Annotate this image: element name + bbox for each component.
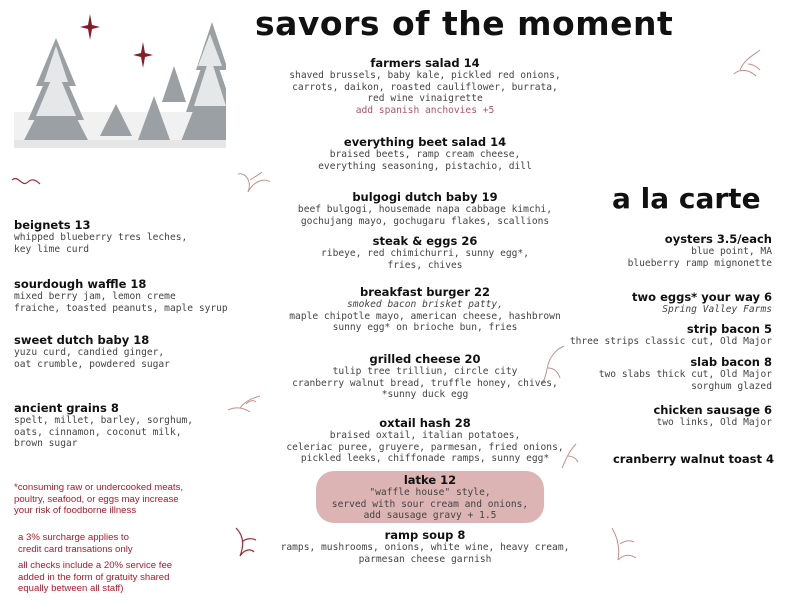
carte-item-chicken-sausage <box>653 403 772 429</box>
item-desc-line: red wine vinaigrette <box>367 93 483 105</box>
menu-item-grilled-cheese <box>265 352 585 401</box>
item-name: chicken sausage 6 <box>653 403 772 417</box>
menu-item-sweet-dutch-baby <box>14 333 170 370</box>
menu-item-latke <box>270 473 590 522</box>
item-name: latke 12 <box>403 473 457 487</box>
raw-food-warning <box>14 482 183 517</box>
item-desc-line: two links, Old Major <box>656 417 772 428</box>
item-name: sourdough waffle 18 <box>14 277 147 291</box>
item-name: bulgogi dutch baby 19 <box>352 190 498 204</box>
menu-item-beignets <box>14 218 187 255</box>
item-desc-line: smoked bacon brisket patty, <box>347 299 503 310</box>
item-name: strip bacon 5 <box>686 322 772 336</box>
note-line: *consuming raw or undercooked meats, <box>14 482 184 493</box>
squiggle-icon <box>10 174 42 190</box>
carte-item-two-eggs <box>632 290 772 316</box>
item-name: ramp soup 8 <box>384 528 466 542</box>
menu-item-bulgogi <box>265 190 585 227</box>
item-name: grilled cheese 20 <box>369 352 481 366</box>
item-desc-line: key lime curd <box>14 243 90 255</box>
leaf-icon <box>608 526 638 566</box>
surcharge-note <box>18 532 133 555</box>
menu-item-farmers-salad <box>265 56 585 116</box>
item-desc-line: braised oxtail, italian potatoes, <box>329 430 521 441</box>
item-name: everything beet salad 14 <box>343 135 507 149</box>
item-name: oxtail hash 28 <box>379 416 471 430</box>
item-desc-line: brown sugar <box>14 438 78 450</box>
item-desc-line: "waffle house" style, <box>369 487 491 498</box>
menu-item-beet-salad <box>265 135 585 172</box>
item-desc-line: braised beets, ramp cream cheese, <box>329 149 521 160</box>
item-desc-line: *sunny duck egg <box>381 389 469 401</box>
item-name: cranberry walnut toast 4 <box>612 452 774 466</box>
menu-item-breakfast-burger <box>265 285 585 334</box>
item-desc-line: oats, cinnamon, coconut milk, <box>14 426 182 438</box>
snowy-trees-illustration <box>14 16 226 148</box>
item-desc-line: tulip tree trilliun, circle city <box>332 366 518 377</box>
section-title-a-la-carte: a la carte <box>612 182 761 215</box>
menu-item-oxtail-hash <box>265 416 585 465</box>
leaf-icon <box>730 48 762 78</box>
item-desc-line: parmesan cheese garnish <box>358 553 492 565</box>
item-desc-line: gochujang mayo, gochugaru flakes, scallions <box>300 215 550 227</box>
item-desc-line: pickled leeks, chiffonade ramps, sunny egg* <box>300 453 550 465</box>
item-desc-line: sorghum glazed <box>691 380 772 392</box>
item-desc-line: three strips classic cut, Old Major <box>569 336 772 347</box>
item-desc-line: whipped blueberry tres leches, <box>14 232 188 243</box>
carte-item-slab-bacon <box>599 355 772 392</box>
item-desc-line: served with sour cream and onions, <box>331 498 529 510</box>
item-desc-line: blue point, MA <box>691 246 772 257</box>
item-desc-line: fraiche, toasted peanuts, maple syrup <box>14 302 228 314</box>
item-desc-line: celeriac puree, gruyere, parmesan, fried onions, <box>286 441 564 453</box>
leaf-icon <box>232 526 258 566</box>
item-desc-line: fries, chives <box>387 259 463 271</box>
item-name: farmers salad 14 <box>370 56 480 70</box>
item-desc-line: sunny egg* on brioche bun, fries <box>332 322 518 334</box>
item-name: ancient grains 8 <box>14 401 119 415</box>
item-desc-line: shaved brussels, baby kale, pickled red onions, <box>289 70 561 81</box>
item-desc-line: carrots, daikon, roasted cauliflower, burrata, <box>292 81 558 93</box>
item-desc-line: two slabs thick cut, Old Major <box>598 369 772 380</box>
star-icon <box>80 14 100 40</box>
item-name: breakfast burger 22 <box>359 285 491 299</box>
item-desc-line: Spring Valley Farms <box>662 304 772 315</box>
service-fee-note <box>18 560 172 595</box>
menu-item-steak-eggs <box>265 234 585 271</box>
item-name: two eggs* your way 6 <box>632 290 772 304</box>
item-desc-line: maple chipotle mayo, american cheese, hashbrown <box>289 310 561 322</box>
carte-item-oysters <box>628 232 772 269</box>
item-desc-line: mixed berry jam, lemon creme <box>14 291 176 302</box>
item-desc-line: yuzu curd, candied ginger, <box>14 347 165 358</box>
item-name: sweet dutch baby 18 <box>14 333 150 347</box>
menu-item-sourdough-waffle <box>14 277 228 314</box>
note-line: a 3% surcharge applies to <box>18 532 129 543</box>
item-name: beignets 13 <box>14 218 91 232</box>
note-line: added in the form of gratuity shared <box>18 571 170 583</box>
carte-item-strip-bacon <box>570 322 772 348</box>
note-line: credit card transations only <box>18 543 133 555</box>
item-name: oysters 3.5/each <box>664 232 772 246</box>
item-desc-line: beef bulgogi, housemade napa cabbage kimchi, <box>297 204 553 215</box>
note-line: poultry, seafood, or eggs may increase <box>14 493 179 505</box>
item-desc-line: add sausage gravy + 1.5 <box>363 510 497 522</box>
item-name: steak & eggs 26 <box>372 234 478 248</box>
note-line: your risk of foodborne illness <box>14 505 137 516</box>
item-desc-line: cranberry walnut bread, truffle honey, chives, <box>292 377 558 389</box>
star-icon <box>133 42 153 68</box>
carte-item-cranberry-toast <box>613 452 774 466</box>
item-desc-line: oat crumble, powdered sugar <box>14 358 170 370</box>
menu-item-ramp-soup <box>265 528 585 565</box>
item-desc-line: ribeye, red chimichurri, sunny egg*, <box>321 248 529 259</box>
menu-item-ancient-grains <box>14 401 193 450</box>
item-desc-line: everything seasoning, pistachio, dill <box>318 160 532 172</box>
page-title: savors of the moment <box>255 4 674 43</box>
item-addon: add spanish anchovies +5 <box>355 104 495 116</box>
item-desc-line: ramps, mushrooms, onions, white wine, heavy cream, <box>280 542 570 553</box>
item-name: slab bacon 8 <box>690 355 772 369</box>
note-line: equally between all staff) <box>18 583 124 594</box>
item-desc-line: spelt, millet, barley, sorghum, <box>14 415 194 426</box>
item-desc-line: blueberry ramp mignonette <box>627 257 772 269</box>
note-line: all checks include a 20% service fee <box>18 560 173 571</box>
leaf-icon <box>226 392 262 414</box>
